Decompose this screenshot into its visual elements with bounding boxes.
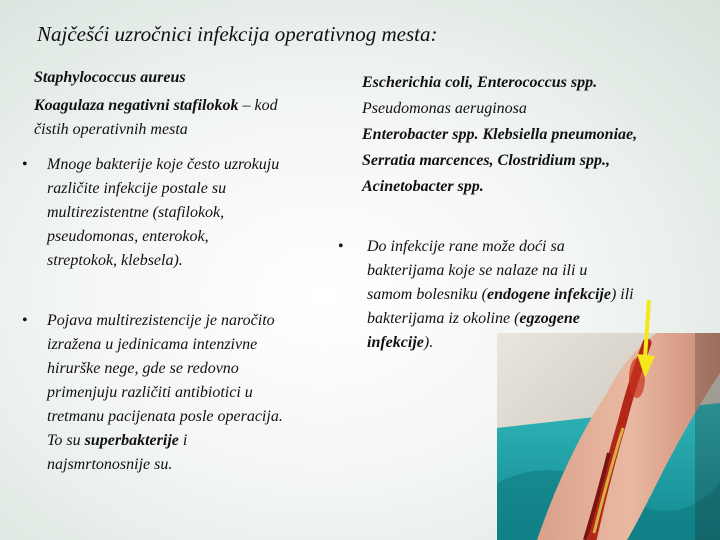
organism-line: Acinetobacter spp. xyxy=(362,178,484,195)
rb4-pre: bakterijama iz okoline ( xyxy=(367,310,520,327)
organism-list xyxy=(362,70,637,200)
bullet2-line: hirurške nege, gde se redovno xyxy=(47,360,239,377)
rb-pre: samom bolesniku ( xyxy=(367,286,487,303)
bullet2-line: izražena u jedinicama intenzivne xyxy=(47,336,258,353)
egzogene-bold: egzogene xyxy=(519,310,580,327)
organism-line: Pseudomonas aeruginosa xyxy=(362,100,527,117)
coag-rest: – kod xyxy=(238,97,278,114)
bullet1-line: različite infekcije postale su xyxy=(47,180,227,197)
wound-photo xyxy=(497,333,720,540)
bullet1-line: pseudomonas, enterokok, xyxy=(47,228,209,245)
bullet-dot-2: • xyxy=(22,312,28,329)
bullet2-text xyxy=(47,309,283,477)
coag-bold: Koagulaza negativni stafilokok xyxy=(34,97,239,114)
bullet2-line: Pojava multirezistencije je naročito xyxy=(47,312,275,329)
bullet2-line: primenjuju različiti antibiotici u xyxy=(47,384,253,401)
bullet1-line: streptokok, klebsela). xyxy=(47,252,183,269)
right-bullet-line xyxy=(367,283,634,307)
organism-line: Enterobacter spp. Klebsiella pneumoniae, xyxy=(362,126,638,143)
bullet-dot-1: • xyxy=(22,156,28,173)
bullet1-line: multirezistentne (stafilokok, xyxy=(47,204,225,221)
right-bullet-line xyxy=(367,307,634,331)
endogene-bold: endogene infekcije xyxy=(486,286,611,303)
bullet1-line: Mnoge bakterije koje često uzrokuju xyxy=(47,156,280,173)
bullet1-text xyxy=(47,153,279,273)
bullet2-pre: To su xyxy=(47,432,85,449)
coag-line1 xyxy=(34,94,278,118)
superbakterije-bold: superbakterije xyxy=(84,432,179,449)
bullet2-post: i xyxy=(178,432,188,449)
arrow-icon xyxy=(636,296,660,381)
organism-line: Escherichia coli, Enterococcus spp. xyxy=(362,74,598,91)
wound-photo-drawing xyxy=(497,333,720,540)
bullet-dot-3: • xyxy=(338,238,344,255)
bullet2-line: najsmrtonosnije su. xyxy=(47,456,173,473)
staph-label: Staphylococcus aureus xyxy=(34,69,186,86)
bullet2-line: tretmanu pacijenata posle operacija. xyxy=(47,408,283,425)
coag-line2: čistih operativnih mesta xyxy=(34,121,188,138)
right-bullet-line: bakterijama koje se nalaze na ili u xyxy=(367,262,588,279)
slide-title: Najčešći uzročnici infekcija operativnog mesta: xyxy=(37,22,438,46)
rb5-post: ). xyxy=(423,334,434,351)
organism-line: Serratia marcences, Clostridium spp., xyxy=(362,152,611,169)
bullet2-line xyxy=(47,429,283,453)
rb-post: ) ili xyxy=(610,286,634,303)
infekcije-bold: infekcije xyxy=(367,334,424,351)
right-bullet-line: Do infekcije rane može doći sa xyxy=(367,238,565,255)
